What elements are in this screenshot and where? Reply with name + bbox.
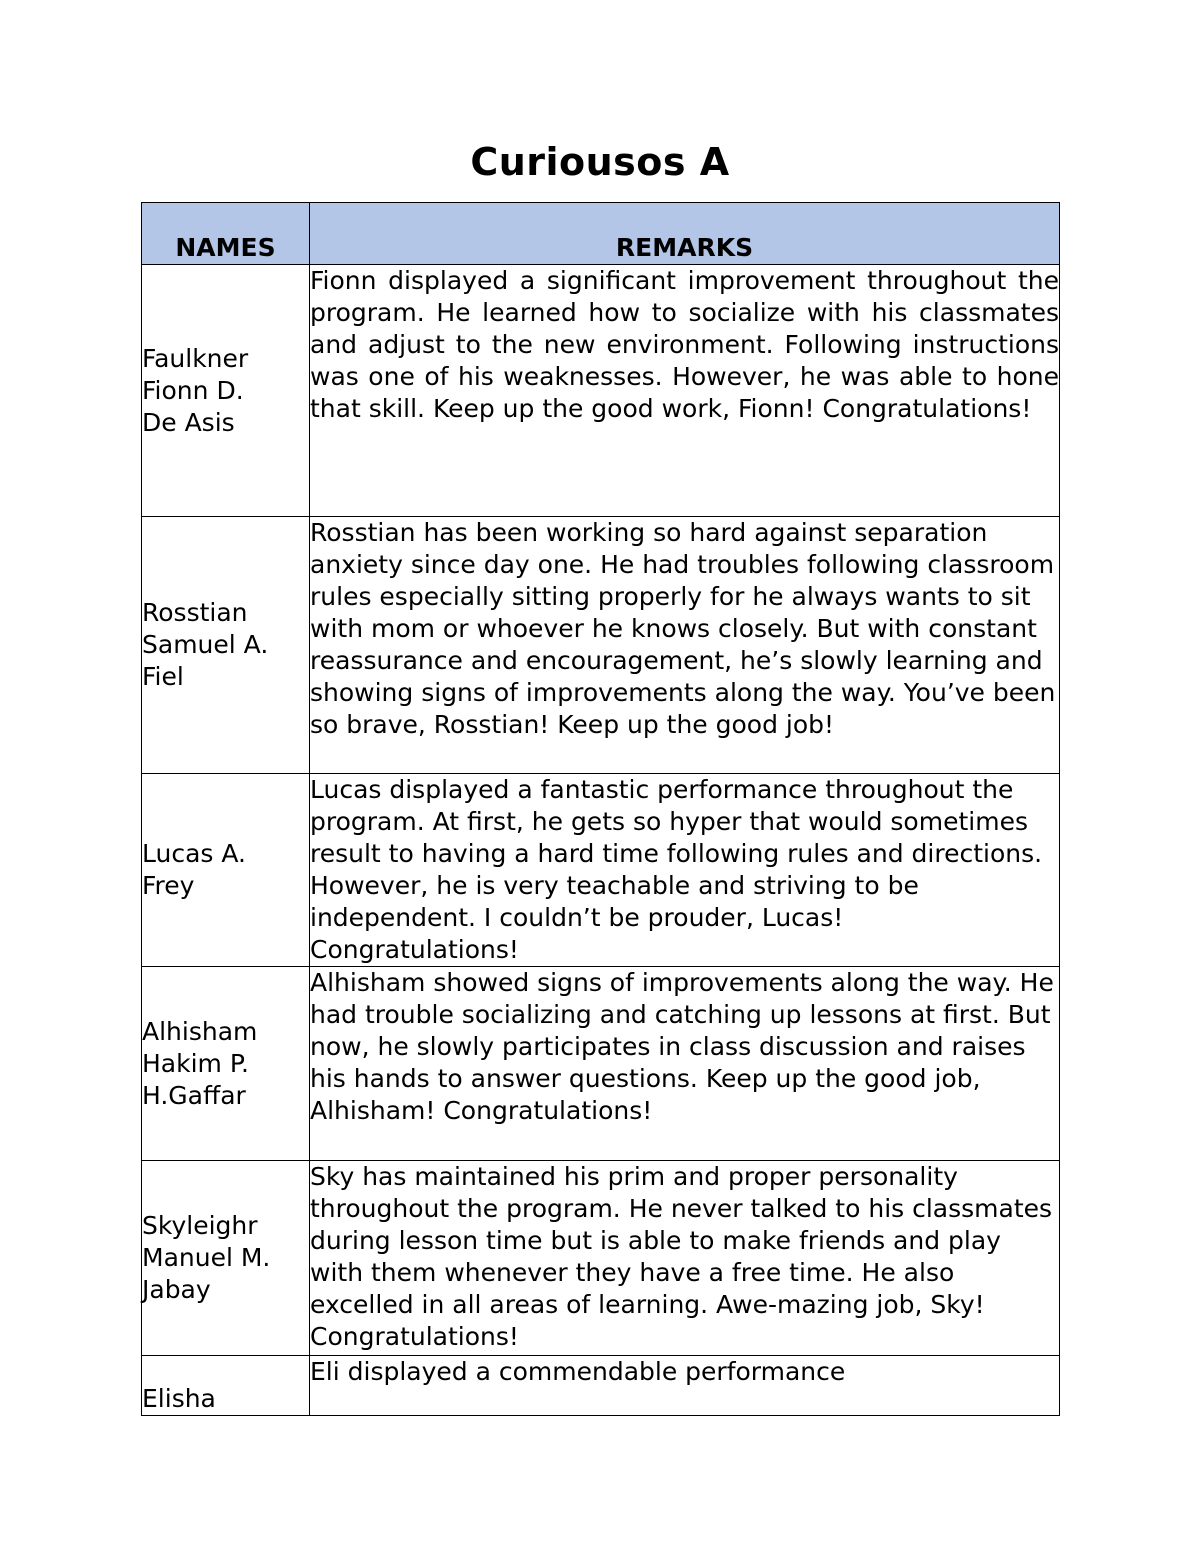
student-name-cell xyxy=(142,774,310,967)
remarks-column-header: REMARKS xyxy=(310,203,1060,265)
table-row xyxy=(142,774,1060,967)
table-row xyxy=(142,967,1060,1161)
remark-cell: Alhisham showed signs of improvements along the way. He had trouble socializing and catching up lessons at first. But now, he slowly participates in class discussion and raises his hands to answer questions. Keep up the good job, Alhisham! Congratulations! xyxy=(310,967,1060,1161)
student-name-cell xyxy=(142,517,310,774)
student-name-line: Elisha xyxy=(142,1384,216,1413)
student-name-line: Manuel M. xyxy=(142,1243,271,1272)
student-name-cell xyxy=(142,1161,310,1356)
table-row xyxy=(142,1356,1060,1416)
remark-cell: Eli displayed a commendable performance xyxy=(310,1356,1060,1416)
table-row xyxy=(142,265,1060,517)
student-name-line: Rosstian xyxy=(142,598,248,627)
page-title: Curiousos A xyxy=(470,140,730,184)
student-name-line: Faulkner xyxy=(142,343,249,373)
student-name-line: Fionn D. xyxy=(142,375,244,405)
table-header-row xyxy=(142,203,1060,265)
table-row xyxy=(142,1161,1060,1356)
student-name-cell xyxy=(142,265,310,517)
remark-cell: Rosstian has been working so hard against separation anxiety since day one. He had troubles following classroom rules especially sitting properly for he always wants to sit with mom or whoever he knows closely. But with constant reassurance and encouragement, he’s slowly learning and showing signs of improvements along the way. You’ve been so brave, Rosstian! Keep up the good job! xyxy=(310,517,1060,774)
student-name-line: Samuel A. xyxy=(142,630,269,659)
table-row xyxy=(142,517,1060,774)
student-name-line: Lucas A. xyxy=(142,839,246,868)
student-name-line: Jabay xyxy=(142,1275,211,1304)
remark-cell: Lucas displayed a fantastic performance throughout the program. At first, he gets so hyper that would sometimes result to having a hard time following rules and directions. However, he is very teachable and striving to be independent. I couldn’t be prouder, Lucas! Congratulations! xyxy=(310,774,1060,967)
student-name-cell xyxy=(142,967,310,1161)
remarks-table xyxy=(141,202,1060,1416)
names-column-header: NAMES xyxy=(142,203,310,265)
student-name-line: Fiel xyxy=(142,662,184,691)
student-name-cell xyxy=(142,1356,310,1416)
student-name-line: Frey xyxy=(142,871,195,900)
student-name-line: De Asis xyxy=(142,407,235,437)
remark-cell: Sky has maintained his prim and proper personality throughout the program. He never talked to his classmates during lesson time but is able to make friends and play with them whenever they have a free time. He also excelled in all areas of learning. Awe-mazing job, Sky! Congratulations! xyxy=(310,1161,1060,1356)
student-name-line: Alhisham xyxy=(142,1016,258,1046)
remark-cell: Fionn displayed a significant improvement throughout the program. He learned how to socialize with his classmates and adjust to the new environment. Following instructions was one of his weaknesses. However, he was able to hone that skill. Keep up the good work, Fionn! Congratulations! xyxy=(310,265,1060,517)
student-name-line: H.Gaffar xyxy=(142,1080,246,1110)
student-name-line: Skyleighr xyxy=(142,1211,258,1240)
student-name-line: Hakim P. xyxy=(142,1048,249,1078)
